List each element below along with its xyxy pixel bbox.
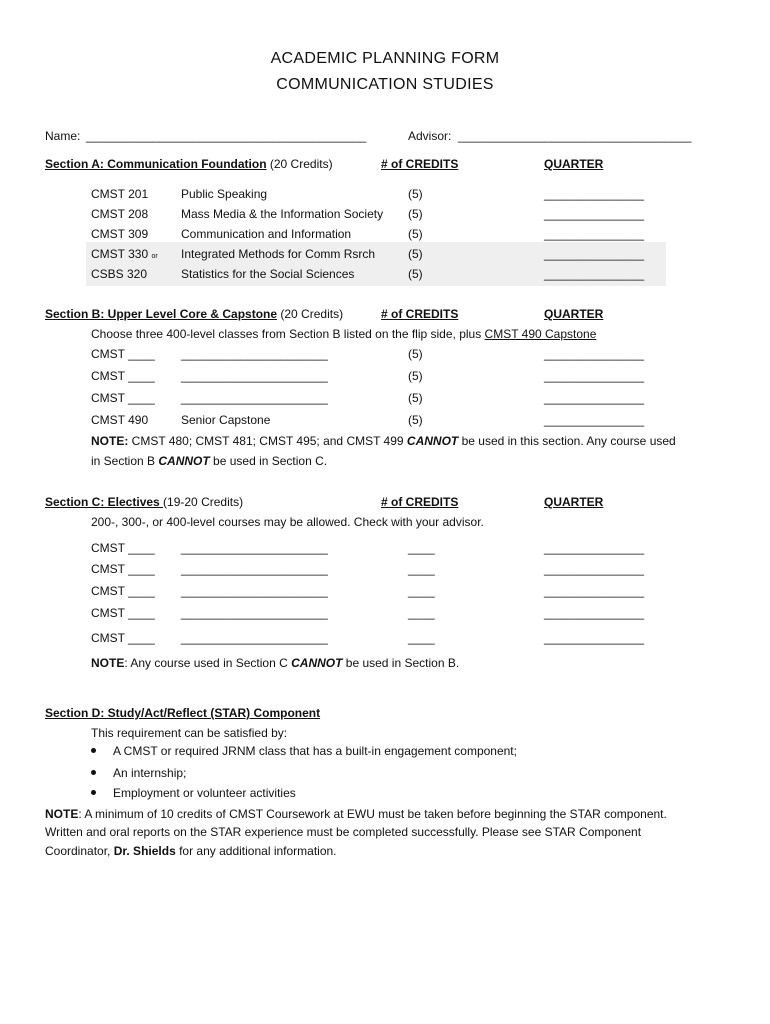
section-c-note-label: NOTE bbox=[91, 656, 125, 670]
section-a-course-title: Mass Media & the Information Society bbox=[181, 207, 384, 221]
section-b-title-field[interactable]: ______________________ bbox=[181, 347, 328, 361]
bullet-icon bbox=[91, 770, 96, 775]
section-c-course-code-field[interactable]: CMST ____ bbox=[91, 631, 155, 645]
section-c-title-field[interactable]: ______________________ bbox=[181, 562, 328, 576]
section-b-note-cannot: CANNOT bbox=[406, 434, 459, 448]
section-b-quarter-field[interactable]: _______________ bbox=[544, 391, 645, 405]
section-a-course-code: CMST 208 bbox=[91, 207, 149, 221]
section-c-quarter-field[interactable]: _______________ bbox=[544, 584, 645, 598]
section-a-quarter-field[interactable]: _______________ bbox=[544, 247, 645, 261]
section-b-heading-wrap bbox=[45, 307, 343, 321]
section-c-quarter-field[interactable]: _______________ bbox=[544, 541, 645, 555]
section-c-course-code-field[interactable]: CMST ____ bbox=[91, 584, 155, 598]
section-a-course-code: CMST 201 bbox=[91, 187, 149, 201]
section-c-note-cannot: CANNOT bbox=[291, 656, 343, 670]
section-b-title-field[interactable]: ______________________ bbox=[181, 391, 328, 405]
section-b-title-field[interactable]: ______________________ bbox=[181, 369, 328, 383]
capstone-course-title: Senior Capstone bbox=[181, 413, 271, 427]
section-d-note-line3 bbox=[45, 844, 337, 858]
name-label: Name: bbox=[45, 129, 81, 143]
section-b-credits-header: # of CREDITS bbox=[381, 307, 459, 321]
section-b-note-line2 bbox=[91, 454, 327, 468]
section-d-note-line3-post: for any additional information. bbox=[175, 844, 337, 858]
section-d-note-line1 bbox=[45, 807, 667, 821]
section-c-quarter-header: QUARTER bbox=[544, 495, 604, 509]
section-b-note-line2-post: be used in Section C. bbox=[209, 454, 328, 468]
advisor-label: Advisor: bbox=[408, 129, 452, 143]
section-b-note-text2: be used in this section. Any course used bbox=[458, 434, 676, 448]
section-a-course-code: CMST 309 bbox=[91, 227, 149, 241]
section-a-quarter-field[interactable]: _______________ bbox=[544, 267, 645, 281]
section-c-credits-header: # of CREDITS bbox=[381, 495, 459, 509]
section-c-note-post: be used in Section B. bbox=[342, 656, 460, 670]
bullet-icon bbox=[91, 790, 96, 795]
section-d-bullet-item: Employment or volunteer activities bbox=[113, 786, 296, 800]
section-c-credits-field[interactable]: ____ bbox=[408, 584, 435, 598]
section-b-course-credits: (5) bbox=[408, 369, 423, 383]
section-c-heading-wrap bbox=[45, 495, 243, 509]
section-b-instruction bbox=[91, 327, 596, 341]
section-a-credits-header: # of CREDITS bbox=[381, 157, 459, 171]
section-b-note-label: NOTE: bbox=[91, 434, 129, 448]
form-title: ACADEMIC PLANNING FORM bbox=[270, 50, 500, 67]
section-d-bullet-item: A CMST or required JRNM class that has a built-in engagement component; bbox=[113, 744, 517, 758]
form-subtitle: COMMUNICATION STUDIES bbox=[276, 76, 494, 93]
section-a-quarter-header: QUARTER bbox=[544, 157, 604, 171]
section-a-credits-note: (20 Credits) bbox=[266, 157, 333, 171]
section-a-course-title: Integrated Methods for Comm Rsrch bbox=[181, 247, 376, 261]
section-c-course-code-field[interactable]: CMST ____ bbox=[91, 606, 155, 620]
section-a-heading-wrap bbox=[45, 157, 333, 171]
capstone-course-credits: (5) bbox=[408, 413, 423, 427]
section-c-credits-field[interactable]: ____ bbox=[408, 606, 435, 620]
section-d-bullet-item: An internship; bbox=[113, 766, 187, 780]
section-c-instruction: 200-, 300-, or 400-level courses may be allowed. Check with your advisor. bbox=[91, 515, 484, 529]
section-b-instruction-text: Choose three 400-level classes from Section B listed on the flip side, plus bbox=[91, 327, 485, 341]
section-b-note-line2-pre: in Section B bbox=[91, 454, 159, 468]
section-b-course-code-field[interactable]: CMST ____ bbox=[91, 391, 155, 405]
section-c-heading: Section C: Electives bbox=[45, 495, 164, 509]
section-b-note-line1 bbox=[91, 434, 676, 448]
section-b-credits-note: (20 Credits) bbox=[277, 307, 344, 321]
bullet-icon bbox=[91, 748, 96, 753]
section-a-quarter-field[interactable]: _______________ bbox=[544, 187, 645, 201]
section-c-credits-field[interactable]: ____ bbox=[408, 562, 435, 576]
section-c-quarter-field[interactable]: _______________ bbox=[544, 631, 645, 645]
section-a-course-credits: (5) bbox=[408, 267, 423, 281]
section-a-course-code: CMST 330 bbox=[91, 247, 149, 261]
section-c-title-field[interactable]: ______________________ bbox=[181, 631, 328, 645]
section-c-course-code-field[interactable]: CMST ____ bbox=[91, 562, 155, 576]
section-b-note-text: CMST 480; CMST 481; CMST 495; and CMST 499 bbox=[128, 434, 407, 448]
section-a-or-label: or bbox=[151, 253, 158, 260]
section-a-course-credits: (5) bbox=[408, 227, 423, 241]
section-d-requirement: This requirement can be satisfied by: bbox=[91, 726, 288, 740]
section-c-title-field[interactable]: ______________________ bbox=[181, 584, 328, 598]
section-d-note-text: : A minimum of 10 credits of CMST Coursework at EWU must be taken before beginning the STAR component. bbox=[78, 807, 667, 821]
section-a-course-title: Communication and Information bbox=[181, 227, 352, 241]
section-a-quarter-field[interactable]: _______________ bbox=[544, 227, 645, 241]
section-a-heading: Section A: Communication Foundation bbox=[45, 157, 267, 171]
section-c-credits-field[interactable]: ____ bbox=[408, 631, 435, 645]
name-field[interactable]: __________________________________________ bbox=[86, 129, 367, 143]
section-a-course-credits: (5) bbox=[408, 247, 423, 261]
section-b-heading: Section B: Upper Level Core & Capstone bbox=[45, 307, 278, 321]
section-a-quarter-field[interactable]: _______________ bbox=[544, 207, 645, 221]
section-c-title-field[interactable]: ______________________ bbox=[181, 606, 328, 620]
section-a-course-code: CSBS 320 bbox=[91, 267, 148, 281]
section-a-course-title: Statistics for the Social Sciences bbox=[181, 267, 355, 281]
section-b-quarter-field[interactable]: _______________ bbox=[544, 347, 645, 361]
section-d-note-line2: Written and oral reports on the STAR experience must be completed successfully. Please see STAR Component bbox=[45, 825, 642, 839]
capstone-link[interactable]: CMST 490 Capstone bbox=[484, 327, 597, 341]
section-c-note bbox=[91, 656, 459, 670]
section-c-quarter-field[interactable]: _______________ bbox=[544, 562, 645, 576]
advisor-field[interactable]: ___________________________________ bbox=[458, 129, 692, 143]
section-c-quarter-field[interactable]: _______________ bbox=[544, 606, 645, 620]
section-c-course-code-field[interactable]: CMST ____ bbox=[91, 541, 155, 555]
section-c-title-field[interactable]: ______________________ bbox=[181, 541, 328, 555]
section-b-quarter-field[interactable]: _______________ bbox=[544, 369, 645, 383]
section-c-credits-note: (19-20 Credits) bbox=[163, 495, 244, 509]
section-a-course-title: Public Speaking bbox=[181, 187, 268, 201]
section-d-note-line3-pre: Coordinator, bbox=[45, 844, 114, 858]
section-a-course-credits: (5) bbox=[408, 187, 423, 201]
section-c-note-pre: : Any course used in Section C bbox=[124, 656, 292, 670]
section-b-course-credits: (5) bbox=[408, 391, 423, 405]
section-c-credits-field[interactable]: ____ bbox=[408, 541, 435, 555]
capstone-quarter-field[interactable]: _______________ bbox=[544, 413, 645, 427]
section-a-course-credits: (5) bbox=[408, 207, 423, 221]
section-d-note-label: NOTE bbox=[45, 807, 79, 821]
section-b-course-code-field[interactable]: CMST ____ bbox=[91, 369, 155, 383]
section-b-quarter-header: QUARTER bbox=[544, 307, 604, 321]
section-b-note-line2-cannot: CANNOT bbox=[158, 454, 210, 468]
coordinator-name: Dr. Shields bbox=[113, 844, 176, 858]
section-d-heading: Section D: Study/Act/Reflect (STAR) Component bbox=[45, 706, 321, 720]
section-a-course-code-wrap bbox=[91, 247, 158, 264]
capstone-course-code: CMST 490 bbox=[91, 413, 149, 427]
section-b-course-code-field[interactable]: CMST ____ bbox=[91, 347, 155, 361]
section-b-course-credits: (5) bbox=[408, 347, 423, 361]
